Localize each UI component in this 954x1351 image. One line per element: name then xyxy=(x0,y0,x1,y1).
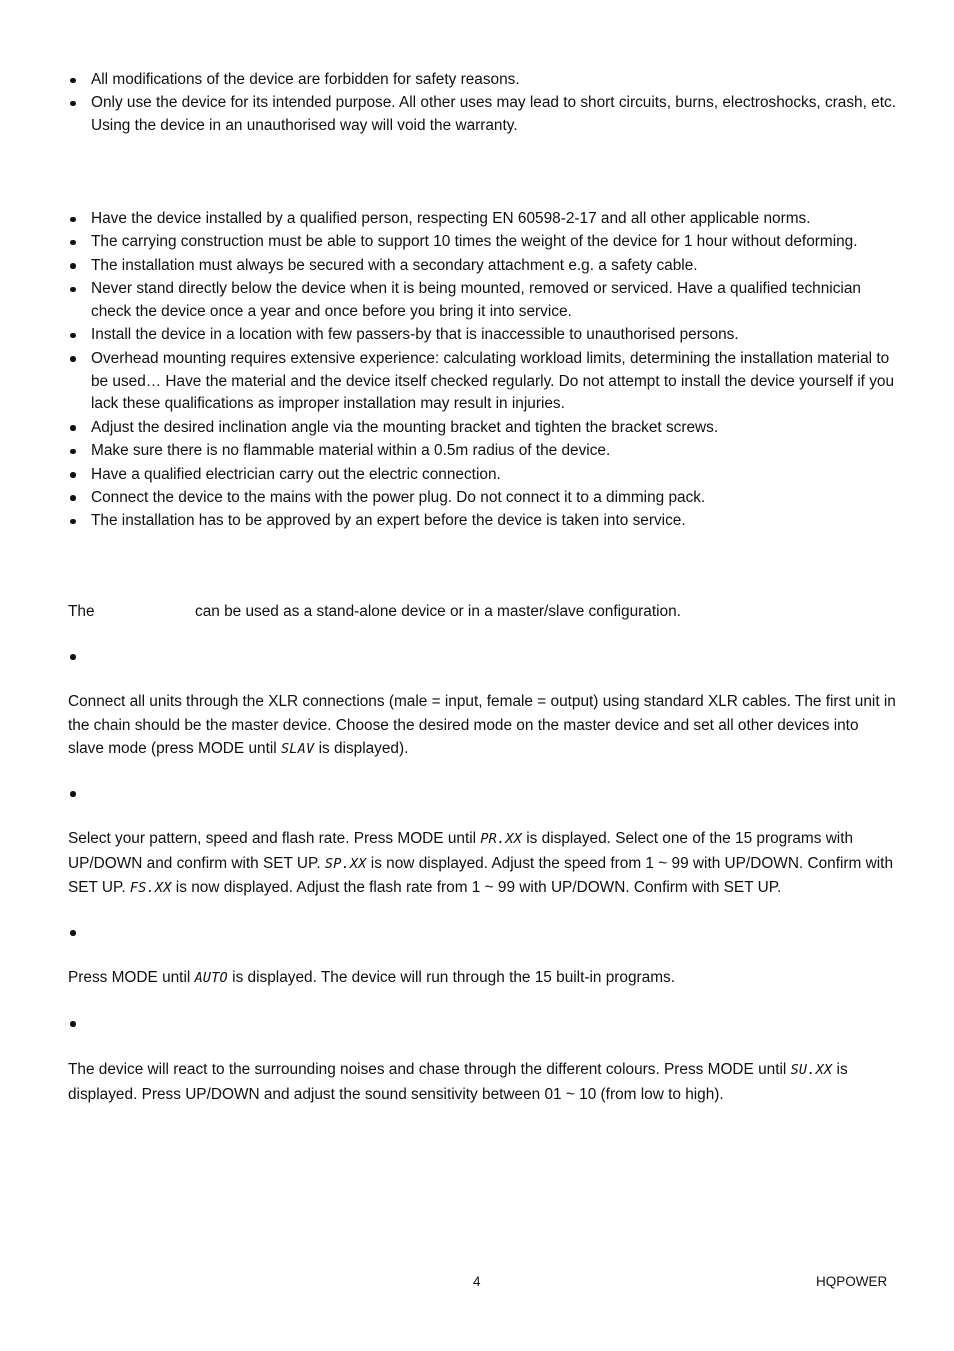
paragraph-text: is displayed. Select one of the 15 programs with UP/DOWN and confirm with SET UP. xyxy=(68,830,854,872)
paragraph-text: The device will react to the surrounding noises and chase through the different colours. Press MODE until xyxy=(68,1061,791,1078)
list-item: Overhead mounting requires extensive experience: calculating workload limits, determining the installation material to be used… Have the material and the device itself checked regularly. Do not attempt to install the device yourself if you lack these qualifications as improper installation may result in injuries. xyxy=(68,348,898,416)
lcd-code: SU.XX xyxy=(790,1062,833,1078)
bullet-dot xyxy=(70,1021,76,1027)
bullet-dot xyxy=(70,791,76,797)
paragraph-text: is displayed). xyxy=(314,740,409,758)
list-item: Never stand directly below the device when it is being mounted, removed or serviced. Have a qualified technician check the device once a year and once before you bring it into service. xyxy=(68,278,898,324)
auto-mode-paragraph xyxy=(68,966,898,991)
footer-brand: HQPOWER xyxy=(816,1274,888,1289)
safety-list xyxy=(68,69,898,139)
list-item: The installation must always be secured with a secondary attachment e.g. a safety cable. xyxy=(68,255,898,278)
paragraph-text: Connect all units through the XLR connections (male = input, female = output) using standard XLR cables. The first unit in the chain should be the master device. Choose the desired mode on the master device and set all other devices into slave mode (press MODE until xyxy=(68,693,896,758)
list-item: Adjust the desired inclination angle via the mounting bracket and tighten the bracket screws. xyxy=(68,417,898,440)
list-item: Have a qualified electrician carry out the electric connection. xyxy=(68,464,898,487)
paragraph-text: is displayed. Press UP/DOWN and adjust the sound sensitivity between 01 ~ 10 (from low to high). xyxy=(68,1061,848,1103)
list-item: Connect the device to the mains with the power plug. Do not connect it to a dimming pack. xyxy=(68,487,898,510)
lcd-code: FS.XX xyxy=(129,880,172,897)
lcd-code: SLAV xyxy=(280,741,315,758)
operation-intro xyxy=(68,600,898,624)
master-slave-paragraph xyxy=(68,690,898,762)
intro-the: The xyxy=(68,603,95,620)
installation-list xyxy=(68,208,898,534)
manual-mode-paragraph xyxy=(68,827,898,901)
lcd-code: SP.XX xyxy=(324,855,367,872)
list-item: Install the device in a location with few passers-by that is inaccessible to unauthorised persons. xyxy=(68,324,898,347)
intro-rest: can be used as a stand-alone device or in a master/slave configuration. xyxy=(195,603,681,620)
list-item: The installation has to be approved by an expert before the device is taken into service. xyxy=(68,510,898,533)
lcd-code: PR.XX xyxy=(480,831,522,847)
paragraph-text: is now displayed. Adjust the speed from 1 ~ 99 with UP/DOWN. Confirm with SET UP. xyxy=(68,854,894,897)
lcd-code: AUTO xyxy=(194,970,228,986)
list-item: Make sure there is no flammable material within a 0.5m radius of the device. xyxy=(68,440,898,463)
bullet-dot xyxy=(70,654,76,660)
paragraph-text: is displayed. The device will run through the 15 built-in programs. xyxy=(227,969,676,986)
page-number: 4 xyxy=(473,1274,481,1289)
list-item: Have the device installed by a qualified person, respecting EN 60598-2-17 and all other applicable norms. xyxy=(68,208,898,231)
paragraph-text: Press MODE until xyxy=(68,969,195,986)
list-item: All modifications of the device are forbidden for safety reasons. xyxy=(68,69,898,92)
list-item: Only use the device for its intended purpose. All other uses may lead to short circuits, burns, electroshocks, crash, etc. Using the device in an unauthorised way will void the warranty. xyxy=(68,92,898,138)
paragraph-text: Select your pattern, speed and flash rate. Press MODE until xyxy=(68,830,481,847)
sound-mode-paragraph xyxy=(68,1058,898,1106)
list-item: The carrying construction must be able to support 10 times the weight of the device for 1 hour without deforming. xyxy=(68,231,898,254)
bullet-dot xyxy=(70,930,76,936)
paragraph-text: is now displayed. Adjust the flash rate from 1 ~ 99 with UP/DOWN. Confirm with SET UP. xyxy=(171,879,782,897)
